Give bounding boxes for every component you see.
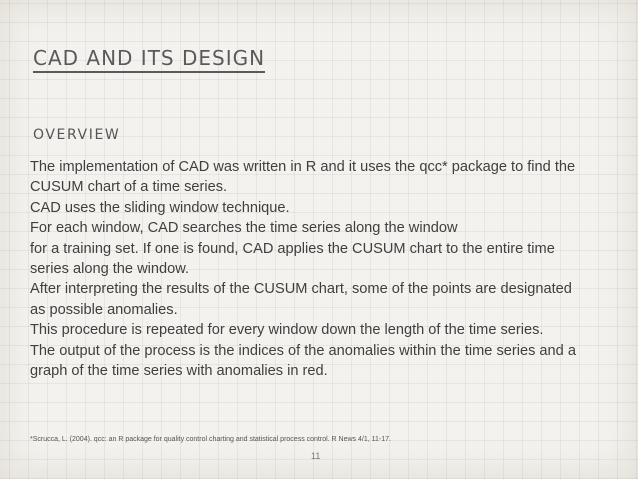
body-line: This procedure is repeated for every window down the length of the time series. — [30, 322, 544, 339]
body-text — [30, 157, 620, 381]
body-line: After interpreting the results of the CUSUM chart, some of the points are designated — [30, 281, 572, 298]
body-line: For each window, CAD searches the time series along the window — [30, 220, 458, 237]
section-subtitle: OVERVIEW — [33, 127, 121, 143]
footnote-citation: *Scrucca, L. (2004). qcc: an R package for quality control charting and statistical process control. R News 4/1, 11-17. — [30, 436, 391, 443]
body-line: series along the window. — [30, 261, 190, 278]
body-line: graph of the time series with anomalies in red. — [30, 363, 328, 380]
body-line: for a training set. If one is found, CAD applies the CUSUM chart to the entire time — [30, 240, 555, 257]
body-line: The output of the process is the indices of the anomalies within the time series and a — [30, 342, 576, 359]
body-line: The implementation of CAD was written in R and it uses the qcc* package to find the — [30, 159, 576, 175]
body-line: CUSUM chart of a time series. — [30, 179, 228, 196]
body-line: as possible anomalies. — [30, 301, 178, 318]
body-line: CAD uses the sliding window technique. — [30, 199, 290, 216]
page-number: 11 — [311, 451, 321, 461]
slide-title: CAD AND ITS DESIGN — [33, 46, 265, 73]
